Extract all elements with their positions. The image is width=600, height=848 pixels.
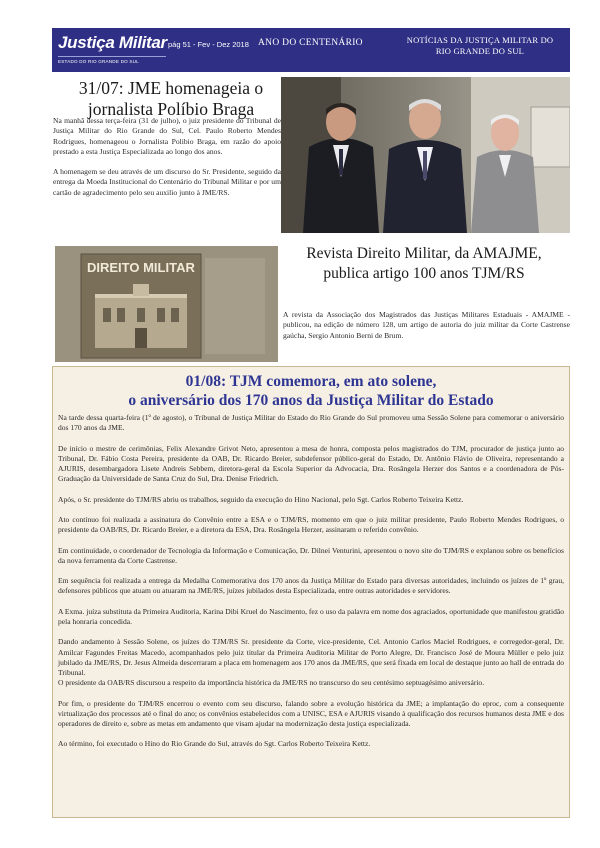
section-label: ANO DO CENTENÁRIO	[258, 38, 363, 48]
article2-paragraph: A revista da Associação dos Magistrados das Justiças Militares Estaduais - AMAJME - publicou, na edição de número 128, um artigo de autoria do juiz militar da Corte Castrense gaúcha, Sergio Antonio Berni de Brum.	[283, 310, 570, 340]
article3-paragraph: Após, o Sr. presidente do TJM/RS abriu os trabalhos, seguido da execução do Hino Nacional, pelo Sgt. Carlos Roberto Teixeira Kettz.	[58, 494, 464, 504]
article3-body	[58, 413, 564, 760]
article3-paragraph: Ao término, foi executado o Hino do Rio Grande do Sul, através do Sgt. Carlos Roberto Teixeira Kettz.	[58, 739, 371, 749]
page-header	[52, 28, 570, 72]
article3-paragraph: De início o mestre de cerimônias, Felix Alexandre Grivot Neto, apresentou a mesa de honra, composta pelos magistrados do TJM, procurador de justiça junto ao Tribunal, Dr. Fábio Costa Pereira, presidente da OAB, Dr. Ricardo Breier, subdefensor público-geral do Estado, Dr. Antônio Flávio de Oliveira, representando a AJURIS, desembargadora Lisete Andreis Sebbem, diretora-geral da Escola Superior da Advocacia, Dra. Rosângela Herzer dos Santos e a coordenadora de Pós-Graduação da Universidade de Santa Cruz do Sul, Dra. Denise Friedrich.	[58, 443, 564, 484]
publication-title: NOTÍCIAS DA JUSTIÇA MILITAR DO RIO GRANDE DO SUL	[406, 35, 554, 56]
article3-paragraph: Por fim, o presidente do TJM/RS encerrou o evento com seu discurso, falando sobre a evolução histórica da JME; a implantação do eproc, com a consequente virtualização dos processos até o final do ano; os convênios estabelecidos com a UNISC, ESA e AJURIS visando à qualificação dos recursos humanos desta JME e dos operadores de direito e, sobre as metas em andamento que visam ajudar na modernização desta justiça especializada.	[58, 698, 564, 728]
article3-paragraph: Em continuidade, o coordenador de Tecnologia da Informação e Comunicação, Dr. Dilnei Venturini, apresentou o novo site do TJM/RS e explanou sobre os benefícios da nova ferramenta da Corte Castrense.	[58, 545, 564, 565]
article2-title: Revista Direito Militar, da AMAJME, publica artigo 100 anos TJM/RS	[306, 245, 542, 282]
article3-title	[60, 372, 562, 410]
article1-paragraph: Na manhã dessa terça-feira (31 de julho), o juiz presidente do Tribunal de Justiça Militar do Rio Grande do Sul, Cel. Paulo Roberto Mendes Rodrigues, homenageou o Jornalista Polibio Braga, em razão do apoio prestado a esta Justiça Especializada ao longo dos anos.	[53, 116, 281, 156]
magazine-cover-image	[55, 246, 278, 362]
article1-photo	[281, 77, 570, 233]
logo-subtitle: ESTADO DO RIO GRANDE DO SUL	[58, 56, 166, 64]
three-men-photo	[281, 77, 570, 233]
article3-paragraph: Na tarde dessa quarta-feira (1º de agosto), o Tribunal de Justiça Militar do Estado do Rio Grande do Sul promoveu uma Sessão Solene para comemorar o aniversário dos 170 anos da JME.	[58, 413, 564, 433]
logo-title: Justiça Militar	[58, 33, 167, 52]
article3-title-line2: o aniversário dos 170 anos da Justiça Militar do Estado	[128, 392, 494, 409]
article3-paragraph: O presidente da OAB/RS discursou a respeito da importância histórica da JME/RS no transcurso do seu centésimo septuagésimo aniversário.	[58, 678, 485, 688]
page-info: pág 51 - Fev - Dez 2018	[168, 40, 249, 49]
article3-paragraph: Dando andamento à Sessão Solene, os juízes do TJM/RS Sr. presidente da Corte, vice-presidente, Cel. Antonio Carlos Maciel Rodrigues, e corregedor-geral, Dr. Amilcar Fagundes Freitas Macedo, acompanhados pelo juiz titular da Primeira Auditoria Militar de Porto Alegre, Dr. Francisco José de Moura Müller e pelo juiz jubilado da JME/RS, Dr. Jesus Almeida descerraram a placa em homenagem aos 170 anos da JME/RS, que será fixada em local de destaque junto ao hall de entrada do Tribunal.	[58, 637, 564, 677]
article1-body	[53, 116, 281, 208]
article3-paragraph: Em sequência foi realizada a entrega da Medalha Comemorativa dos 170 anos da Justiça Militar do Estado para diversas autoridades, incluindo os juízes de 1º grau, defensores públicos que atuam ou atuaram na JME/RS, juízes jubilados desta Especializada, entre outras autoridades e servidores.	[58, 576, 564, 596]
article1-paragraph: A homenagem se deu através de um discurso do Sr. Presidente, seguido da entrega da Moeda Institucional do Centenário do Tribunal Militar e por um cartão de agradecimento pelo seu auxilio junto à JME/RS.	[53, 167, 281, 197]
magazine-cover	[55, 246, 278, 362]
article3-paragraph: Ato contínuo foi realizada a assinatura do Convênio entre a ESA e o TJM/RS, momento em que o juiz militar presidente, Paulo Roberto Mendes Rodrigues, o presidente da OAB/RS, Dr. Ricardo Breier, e a diretora da ESA, Dra. Rosângela Herzer, assinaram o referido convênio.	[58, 514, 564, 535]
article1-title: 31/07: JME homenageia o jornalista Políbio Braga	[78, 78, 264, 119]
logo	[52, 28, 212, 72]
magazine-title: DIREITO MILITAR	[87, 260, 195, 275]
article3-title-line1: 01/08: TJM comemora, em ato solene,	[185, 373, 437, 390]
article3-paragraph: A Exma. juíza substituta da Primeira Auditoria, Karina Dibi Kruel do Nascimento, fez o uso da palavra em nome dos agraciados, oportunidade que manifestou gratidão pela honraria concedida.	[58, 606, 564, 626]
